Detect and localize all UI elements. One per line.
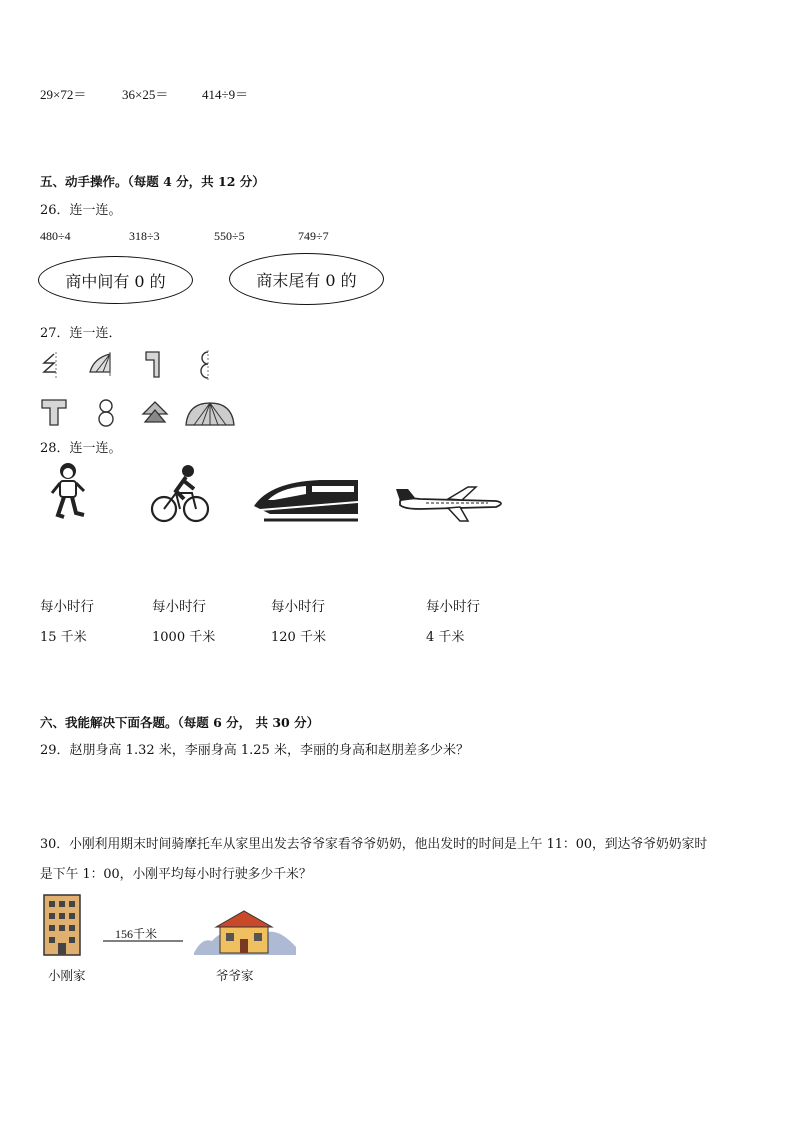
expression-3: 550÷5: [214, 229, 245, 243]
half-umbrella-icon: [88, 352, 114, 376]
oval-quotient-middle-zero-text: 商中间有 0 的: [65, 271, 166, 291]
t-shape-icon: [40, 398, 68, 426]
question-29-text: 29．赵朋身高 1.32 米，李丽身高 1.25 米，李丽的身高和赵朋差多少米？: [40, 743, 469, 758]
oval-quotient-middle-zero: [38, 256, 193, 304]
speed-value-4: 4 千米: [426, 630, 465, 645]
oval-quotient-end-zero: [229, 253, 384, 305]
section-5-heading: 五、动手操作。（每题 4 分，共 12 分）: [40, 174, 265, 189]
apartment-building-icon: [42, 893, 82, 957]
airplane-icon: [396, 485, 508, 525]
distance-label: 156千米: [115, 927, 158, 941]
section-6-heading: 六、我能解决下面各题。（每题 6 分， 共 30 分）: [40, 715, 320, 730]
calc-item-3: 414÷9＝: [202, 87, 249, 102]
half-figure-eight-icon: [196, 350, 210, 380]
calc-item-1: 29×72＝: [40, 87, 87, 102]
expression-1: 480÷4: [40, 229, 71, 243]
home-label: 小刚家: [48, 969, 86, 983]
question-26-label: 26．连一连。: [40, 203, 122, 218]
speed-value-2: 1000 千米: [152, 630, 216, 645]
grandpa-home-label: 爷爷家: [216, 969, 254, 983]
speed-prefix-4: 每小时行: [426, 599, 480, 615]
question-30-line-1: 30．小刚利用期末时间骑摩托车从家里出发去爷爷家看爷爷奶奶，他出发时的时间是上午 11：00，到达爷爷奶奶家时: [40, 837, 708, 852]
question-27-label: 27．连一连．: [40, 326, 122, 341]
question-28-label: 28．连一连。: [40, 441, 122, 456]
speed-prefix-1: 每小时行: [40, 599, 94, 615]
oval-quotient-end-zero-text: 商末尾有 0 的: [256, 270, 357, 290]
high-speed-train-icon: [250, 476, 362, 526]
speed-value-1: 15 千米: [40, 630, 87, 645]
umbrella-icon: [184, 401, 236, 427]
speed-prefix-3: 每小时行: [271, 599, 325, 615]
figure-eight-icon: [96, 398, 116, 428]
speed-value-3: 120 千米: [271, 630, 326, 645]
cyclist-icon: [150, 463, 210, 525]
grandpa-house-icon: [192, 907, 298, 957]
expression-2: 318÷3: [129, 229, 160, 243]
half-t-shape-icon: [143, 350, 163, 378]
speed-prefix-2: 每小时行: [152, 599, 206, 615]
question-30-line-2: 是下午 1：00，小刚平均每小时行驶多少千米？: [40, 867, 312, 882]
half-zigzag-icon: [40, 352, 60, 378]
walking-child-icon: [46, 461, 90, 521]
expression-4: 749÷7: [298, 229, 329, 243]
tree-shape-icon: [141, 400, 169, 426]
calc-item-2: 36×25＝: [122, 87, 169, 102]
